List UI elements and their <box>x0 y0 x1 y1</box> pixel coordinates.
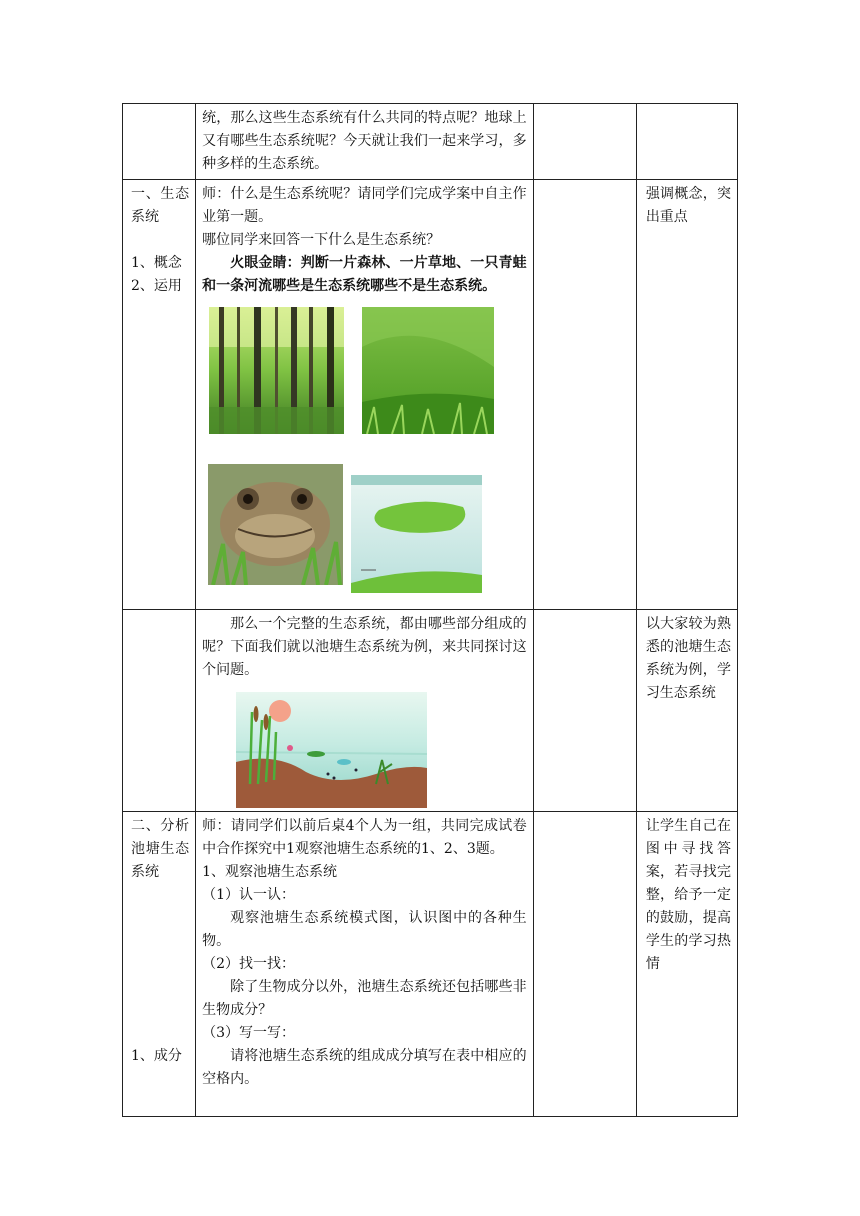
table-row <box>123 812 738 1117</box>
section-title: 一、生态系统 <box>131 186 190 225</box>
frog-image <box>208 464 343 585</box>
blank-cell <box>533 104 636 180</box>
content-cell <box>196 180 534 610</box>
paragraph: 师：请同学们以前后桌4个人为一组，共同完成试卷中合作探究中1观察池塘生态系统的1、2、3题。 <box>202 818 527 857</box>
task-paragraph: 火眼金睛：判断一片森林、一片草地、一只青蛙和一条河流哪些是生态系统哪些不是生态系统。 <box>202 255 527 294</box>
paragraph: 师：什么是生态系统呢？请同学们完成学案中自主作业第一题。 <box>202 186 527 225</box>
content-cell <box>196 610 534 812</box>
section-cell <box>123 104 196 180</box>
paragraph: （2）找一找： <box>202 956 296 972</box>
ecosystem-images <box>202 298 527 588</box>
table-row <box>123 104 738 180</box>
paragraph: 哪位同学来回答一下什么是生态系统？ <box>202 232 441 248</box>
subsection-label: 2、运用 <box>131 278 182 294</box>
river-image <box>351 475 482 593</box>
pond-ecosystem-image <box>236 692 427 808</box>
content-cell <box>196 812 534 1117</box>
paragraph: （1）认一认： <box>202 887 296 903</box>
table-row <box>123 610 738 812</box>
content-cell <box>196 104 534 180</box>
paragraph: 观察池塘生态系统模式图，认识图中的各种生物。 <box>202 910 527 949</box>
blank-cell <box>533 180 636 610</box>
paragraph: 统，那么这些生态系统有什么共同的特点呢？地球上又有哪些生态系统呢？今天就让我们一起来学习，多种多样的生态系统。 <box>202 110 527 172</box>
blank-cell <box>533 610 636 812</box>
paragraph: 除了生物成分以外，池塘生态系统还包括哪些非生物成分？ <box>202 979 527 1018</box>
note-cell <box>636 104 737 180</box>
paragraph: 请将池塘生态系统的组成成分填写在表中相应的空格内。 <box>202 1048 527 1087</box>
table-row <box>123 180 738 610</box>
section-cell <box>123 180 196 610</box>
blank-cell <box>533 812 636 1117</box>
note-cell: 让学生自己在图中寻找答案，若寻找完整，给予一定的鼓励，提高学生的学习热情 <box>636 812 737 1117</box>
subsection-label: 1、概念 <box>131 255 182 271</box>
paragraph: （3）写一写： <box>202 1025 296 1041</box>
grassland-image <box>362 307 494 434</box>
paragraph: 那么一个完整的生态系统，都由哪些部分组成的呢？下面我们就以池塘生态系统为例，来共同探讨这个问题。 <box>202 616 527 678</box>
section-cell <box>123 812 196 1117</box>
section-title: 二、分析池塘生态系统 <box>131 818 190 880</box>
lesson-plan-table <box>122 103 738 1117</box>
subsection-label: 1、成分 <box>131 1048 182 1064</box>
paragraph: 1、观察池塘生态系统 <box>202 864 338 880</box>
forest-image <box>209 307 344 434</box>
note-cell: 强调概念，突出重点 <box>636 180 737 610</box>
section-cell <box>123 610 196 812</box>
pond-image-wrapper <box>202 682 527 808</box>
note-cell: 以大家较为熟悉的池塘生态系统为例，学习生态系统 <box>636 610 737 812</box>
